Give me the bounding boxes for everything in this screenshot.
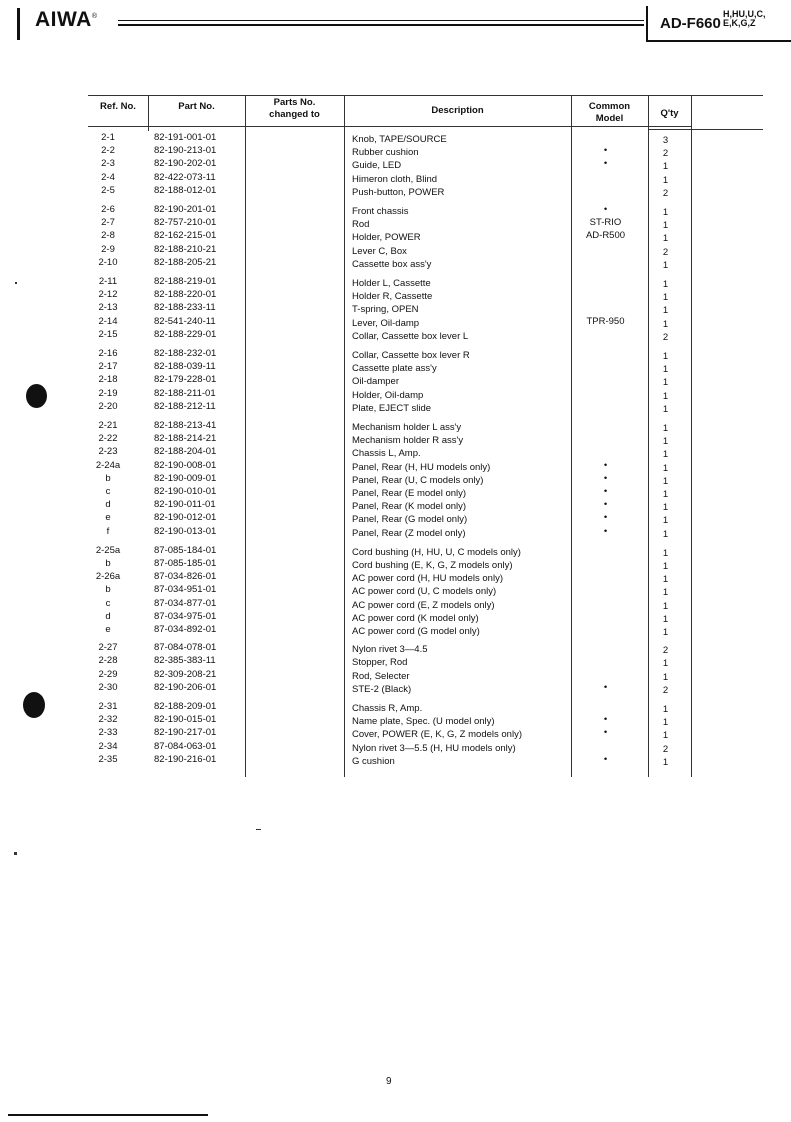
qty-cell: 1 bbox=[662, 561, 669, 572]
description-cell: Panel, Rear (U, C models only) bbox=[352, 474, 484, 486]
ref-no-cell: 2-22 bbox=[98, 433, 118, 445]
part-no-cell: 82-190-012-01 bbox=[154, 512, 217, 524]
model-number: AD-F660 bbox=[660, 15, 721, 32]
qty-cell: 1 bbox=[662, 351, 669, 362]
table-row bbox=[88, 713, 763, 729]
table-row bbox=[88, 243, 763, 256]
qty-cell: 1 bbox=[662, 318, 669, 330]
qty-cell: 1 bbox=[662, 627, 669, 638]
ref-no-cell: 2-6 bbox=[101, 204, 115, 215]
description-cell: Stopper, Rod bbox=[352, 657, 408, 669]
part-no-cell: 87-034-892-01 bbox=[154, 624, 217, 635]
table-row bbox=[88, 400, 763, 413]
qty-cell: 1 bbox=[662, 528, 669, 540]
common-model-cell: • bbox=[603, 753, 608, 765]
description-cell: Rod bbox=[352, 219, 370, 231]
qty-cell: 1 bbox=[662, 613, 669, 625]
qty-cell: 2 bbox=[662, 645, 669, 657]
ref-no-cell: c bbox=[105, 597, 111, 609]
table-row bbox=[88, 570, 763, 586]
description-cell: T-spring, OPEN bbox=[352, 304, 419, 316]
qty-cell: 1 bbox=[662, 475, 669, 487]
description-cell: Cord bushing (E, K, G, Z models only) bbox=[352, 560, 513, 571]
ref-no-cell: 2-5 bbox=[101, 184, 115, 196]
scan-speck bbox=[15, 282, 17, 284]
qty-cell: 1 bbox=[662, 279, 669, 290]
part-no-cell: 82-190-010-01 bbox=[154, 486, 217, 497]
ref-no-cell: 2-7 bbox=[101, 217, 115, 229]
description-cell: Mechanism holder R ass'y bbox=[352, 435, 464, 447]
ref-no-cell: 2-8 bbox=[101, 230, 115, 242]
qty-cell: 2 bbox=[662, 148, 669, 160]
description-cell: Himeron cloth, Blind bbox=[352, 173, 438, 185]
part-no-cell: 82-190-013-01 bbox=[154, 525, 217, 537]
table-row bbox=[88, 525, 763, 538]
table-row bbox=[88, 419, 763, 432]
header-parts-changed bbox=[245, 97, 344, 121]
qty-cell: 1 bbox=[662, 403, 669, 415]
part-no-cell: 82-541-240-11 bbox=[154, 315, 216, 327]
ref-no-cell: 2-32 bbox=[98, 714, 118, 726]
part-no-cell: 82-188-213-41 bbox=[154, 420, 217, 431]
common-model-cell: • bbox=[603, 158, 608, 170]
part-no-cell: 82-188-039-11 bbox=[154, 361, 216, 373]
table-row bbox=[88, 641, 763, 657]
part-no-cell: 82-188-220-01 bbox=[154, 289, 217, 301]
table-row bbox=[88, 668, 763, 681]
qty-cell: 1 bbox=[662, 292, 669, 304]
brand-logo bbox=[35, 8, 98, 32]
part-no-cell: 82-188-219-01 bbox=[154, 276, 217, 287]
part-no-cell: 82-190-011-01 bbox=[154, 499, 216, 511]
part-no-cell: 82-757-210-01 bbox=[154, 217, 217, 229]
description-cell: Lever, Oil-damp bbox=[352, 317, 420, 329]
ref-no-cell: 2-31 bbox=[98, 701, 118, 712]
brand-name: AIWA bbox=[35, 8, 92, 31]
common-model-cell: • bbox=[603, 512, 608, 524]
header-common-model bbox=[571, 101, 648, 125]
ref-no-cell: 2-19 bbox=[98, 387, 118, 399]
ref-no-cell: 2-2 bbox=[101, 145, 115, 157]
qty-cell: 1 bbox=[662, 704, 669, 715]
ref-no-cell: 2-25a bbox=[95, 544, 121, 556]
description-cell: Holder, POWER bbox=[352, 232, 421, 244]
table-row bbox=[88, 144, 763, 160]
table-row bbox=[88, 445, 763, 461]
table-row bbox=[88, 726, 763, 742]
part-no-cell: 82-188-012-01 bbox=[154, 184, 217, 196]
qty-cell: 1 bbox=[662, 756, 669, 768]
qty-cell: 1 bbox=[662, 587, 669, 599]
ref-no-cell: 2-28 bbox=[98, 655, 118, 667]
qty-cell: 1 bbox=[662, 220, 669, 232]
description-cell: Panel, Rear (E model only) bbox=[352, 488, 467, 499]
part-no-cell: 82-188-209-01 bbox=[154, 701, 217, 712]
part-no-cell: 82-190-217-01 bbox=[154, 727, 217, 739]
common-model-cell: • bbox=[603, 204, 608, 215]
qty-cell: 2 bbox=[662, 331, 669, 343]
table-row bbox=[88, 597, 763, 610]
common-model-cell: TPR-950 bbox=[586, 315, 625, 327]
part-no-cell: 82-188-205-21 bbox=[154, 256, 217, 268]
part-no-cell: 82-190-008-01 bbox=[154, 459, 217, 471]
model-variants-line-2: E,K,G,Z bbox=[723, 18, 756, 28]
description-cell: Collar, Cassette box lever L bbox=[352, 330, 469, 342]
part-no-cell: 82-188-214-21 bbox=[154, 433, 217, 445]
description-cell: Mechanism holder L ass'y bbox=[352, 422, 462, 433]
table-row bbox=[88, 459, 763, 472]
qty-cell: 1 bbox=[662, 671, 669, 683]
table-row bbox=[88, 432, 763, 448]
common-model-cell: • bbox=[603, 472, 608, 484]
part-no-cell: 82-190-015-01 bbox=[154, 714, 217, 726]
page-number: 9 bbox=[386, 1076, 392, 1087]
ref-no-cell: 2-9 bbox=[101, 243, 115, 255]
header-margin-bar bbox=[17, 8, 20, 40]
description-cell: Lever C, Box bbox=[352, 245, 407, 257]
part-no-cell: 82-385-383-11 bbox=[154, 655, 216, 667]
part-no-cell: 82-188-229-01 bbox=[154, 328, 217, 340]
model-variants-line-1: H,HU,U,C, bbox=[723, 9, 766, 19]
ref-no-cell: 2-13 bbox=[98, 302, 118, 314]
ref-no-cell: b bbox=[105, 472, 111, 484]
header-description: Description bbox=[431, 105, 484, 116]
description-cell: Cover, POWER (E, K, G, Z models only) bbox=[352, 729, 522, 741]
part-no-cell: 82-190-202-01 bbox=[154, 158, 217, 170]
qty-cell: 1 bbox=[662, 547, 669, 559]
common-model-cell: ST-RIO bbox=[589, 217, 622, 229]
qty-cell: 1 bbox=[662, 502, 669, 514]
header-bottom-rule bbox=[88, 126, 691, 127]
description-cell: AC power cord (K model only) bbox=[352, 612, 479, 624]
table-row bbox=[88, 328, 763, 341]
table-row bbox=[88, 275, 763, 288]
binder-hole bbox=[23, 692, 45, 718]
table-row bbox=[88, 347, 763, 360]
ref-no-cell: 2-18 bbox=[98, 374, 118, 386]
ref-no-cell: e bbox=[105, 624, 111, 635]
qty-cell: 1 bbox=[662, 574, 669, 586]
description-cell: AC power cord (H, HU models only) bbox=[352, 573, 503, 585]
model-box-edge bbox=[646, 40, 791, 42]
table-row bbox=[88, 360, 763, 376]
ref-no-cell: e bbox=[105, 512, 111, 524]
qty-cell: 1 bbox=[662, 449, 669, 461]
description-cell: Holder R, Cassette bbox=[352, 291, 433, 303]
part-no-cell: 87-034-951-01 bbox=[154, 584, 217, 596]
part-no-cell: 82-309-208-21 bbox=[154, 668, 217, 680]
table-row bbox=[88, 184, 763, 197]
ref-no-cell: 2-15 bbox=[98, 328, 118, 340]
description-cell: Plate, EJECT slide bbox=[352, 402, 432, 414]
header-parts-changed-line-2: changed to bbox=[269, 109, 320, 120]
description-cell: STE-2 (Black) bbox=[352, 683, 412, 695]
description-cell: AC power cord (U, C models only) bbox=[352, 586, 497, 598]
table-row bbox=[88, 229, 763, 245]
qty-cell: 1 bbox=[662, 390, 669, 402]
table-row bbox=[88, 203, 763, 216]
qty-cell: 2 bbox=[662, 684, 669, 696]
table-row bbox=[88, 583, 763, 599]
description-cell: Panel, Rear (Z model only) bbox=[352, 527, 466, 539]
table-row bbox=[88, 610, 763, 623]
parts-table bbox=[88, 95, 763, 777]
part-no-cell: 82-190-213-01 bbox=[154, 145, 217, 157]
qty-cell: 1 bbox=[662, 233, 669, 245]
brand-registered-mark: ® bbox=[91, 13, 98, 20]
header-common-model-line-1: Common bbox=[588, 101, 631, 112]
table-row bbox=[88, 753, 763, 766]
ref-no-cell: 2-26a bbox=[95, 571, 121, 583]
part-no-cell: 87-084-078-01 bbox=[154, 642, 217, 654]
header-parts-changed-line-1: Parts No. bbox=[273, 97, 316, 108]
model-variants bbox=[723, 10, 766, 28]
description-cell: Nylon rivet 3—4.5 bbox=[352, 644, 428, 656]
qty-cell: 1 bbox=[662, 305, 669, 317]
qty-cell: 3 bbox=[662, 135, 669, 146]
ref-no-cell: 2-29 bbox=[98, 668, 118, 680]
description-cell: Nylon rivet 3—5.5 (H, HU models only) bbox=[352, 742, 516, 754]
description-cell: AC power cord (E, Z models only) bbox=[352, 599, 495, 611]
description-cell: Oil-damper bbox=[352, 376, 399, 388]
ref-no-cell: b bbox=[105, 558, 111, 569]
description-cell: Rubber cushion bbox=[352, 147, 419, 159]
part-no-cell: 87-034-826-01 bbox=[154, 571, 217, 583]
table-row bbox=[88, 498, 763, 514]
table-row bbox=[88, 544, 763, 557]
header-ref-no: Ref. No. bbox=[100, 101, 136, 112]
ref-no-cell: 2-12 bbox=[98, 289, 118, 301]
header-rule bbox=[118, 20, 644, 21]
table-row bbox=[88, 485, 763, 498]
description-cell: Rod, Selecter bbox=[352, 670, 410, 682]
qty-cell: 1 bbox=[662, 717, 669, 729]
table-row bbox=[88, 557, 763, 570]
description-cell: Front chassis bbox=[352, 206, 409, 217]
table-row bbox=[88, 700, 763, 713]
part-no-cell: 82-422-073-11 bbox=[154, 171, 216, 183]
description-cell: G cushion bbox=[352, 755, 395, 767]
ref-no-cell: 2-35 bbox=[98, 753, 118, 765]
part-no-cell: 82-188-204-01 bbox=[154, 446, 217, 458]
part-no-cell: 82-188-232-01 bbox=[154, 348, 217, 359]
table-row bbox=[88, 623, 763, 636]
common-model-cell: • bbox=[603, 714, 608, 726]
qty-cell: 1 bbox=[662, 174, 669, 186]
table-row bbox=[88, 654, 763, 670]
qty-cell: 1 bbox=[662, 658, 669, 670]
description-cell: Panel, Rear (G model only) bbox=[352, 514, 468, 526]
description-cell: Panel, Rear (K model only) bbox=[352, 501, 467, 513]
ref-no-cell: d bbox=[105, 610, 111, 622]
ref-no-cell: 2-10 bbox=[98, 256, 118, 268]
binder-hole bbox=[26, 384, 47, 408]
header-part-no: Part No. bbox=[178, 101, 215, 112]
ref-no-cell: 2-17 bbox=[98, 361, 118, 373]
table-top-rule bbox=[88, 95, 763, 96]
description-cell: Push-button, POWER bbox=[352, 186, 445, 198]
part-no-cell: 82-188-210-21 bbox=[154, 243, 217, 255]
table-row bbox=[88, 131, 763, 144]
ref-no-cell: 2-27 bbox=[98, 642, 118, 654]
table-row bbox=[88, 681, 763, 694]
header-bottom-rule-right bbox=[648, 129, 763, 130]
scan-speck bbox=[256, 829, 261, 830]
description-cell: Cassette box ass'y bbox=[352, 258, 432, 270]
table-row bbox=[88, 288, 763, 304]
part-no-cell: 87-085-185-01 bbox=[154, 558, 217, 569]
table-row bbox=[88, 472, 763, 485]
header-common-model-line-2: Model bbox=[595, 113, 624, 124]
description-cell: Collar, Cassette box lever R bbox=[352, 350, 470, 361]
table-row bbox=[88, 387, 763, 400]
ref-no-cell: 2-4 bbox=[101, 171, 115, 183]
qty-cell: 1 bbox=[662, 600, 669, 612]
part-no-cell: 82-179-228-01 bbox=[154, 374, 217, 386]
common-model-cell: • bbox=[603, 486, 608, 497]
ref-no-cell: 2-33 bbox=[98, 727, 118, 739]
part-no-cell: 87-085-184-01 bbox=[154, 544, 217, 556]
common-model-cell: • bbox=[603, 145, 608, 157]
part-no-cell: 87-084-063-01 bbox=[154, 740, 217, 752]
qty-cell: 2 bbox=[662, 743, 669, 755]
part-no-cell: 82-191-001-01 bbox=[154, 132, 217, 143]
description-cell: Holder, Oil-damp bbox=[352, 389, 424, 401]
part-no-cell: 82-190-216-01 bbox=[154, 753, 217, 765]
common-model-cell: AD-R500 bbox=[585, 230, 626, 242]
ref-no-cell: 2-20 bbox=[98, 400, 118, 412]
description-cell: Holder L, Cassette bbox=[352, 278, 431, 289]
qty-cell: 1 bbox=[662, 730, 669, 742]
common-model-cell: • bbox=[603, 525, 608, 537]
part-no-cell: 82-188-233-11 bbox=[154, 302, 216, 314]
table-row bbox=[88, 157, 763, 173]
part-no-cell: 82-190-206-01 bbox=[154, 681, 217, 693]
description-cell: Cord bushing (H, HU, U, C models only) bbox=[352, 546, 521, 558]
footer-rule bbox=[8, 1114, 208, 1116]
qty-cell: 1 bbox=[662, 423, 669, 434]
ref-no-cell: 2-1 bbox=[101, 132, 115, 143]
qty-cell: 1 bbox=[662, 364, 669, 376]
part-no-cell: 87-034-975-01 bbox=[154, 610, 217, 622]
part-no-cell: 82-190-201-01 bbox=[154, 204, 217, 215]
ref-no-cell: 2-24a bbox=[95, 459, 121, 471]
table-row bbox=[88, 171, 763, 184]
qty-cell: 1 bbox=[662, 489, 669, 500]
qty-cell: 2 bbox=[662, 246, 669, 258]
ref-no-cell: 2-14 bbox=[98, 315, 118, 327]
description-cell: Panel, Rear (H, HU models only) bbox=[352, 461, 491, 473]
ref-no-cell: c bbox=[105, 486, 111, 497]
table-row bbox=[88, 216, 763, 232]
description-cell: Cassette plate ass'y bbox=[352, 363, 437, 375]
table-row bbox=[88, 511, 763, 527]
part-no-cell: 82-190-009-01 bbox=[154, 472, 217, 484]
qty-cell: 2 bbox=[662, 187, 669, 199]
ref-no-cell: f bbox=[106, 525, 110, 537]
ref-no-cell: b bbox=[105, 584, 111, 596]
ref-no-cell: 2-34 bbox=[98, 740, 118, 752]
qty-cell: 1 bbox=[662, 515, 669, 527]
common-model-cell: • bbox=[603, 681, 608, 693]
ref-no-cell: 2-23 bbox=[98, 446, 118, 458]
table-row bbox=[88, 301, 763, 317]
part-no-cell: 82-188-212-11 bbox=[154, 400, 216, 412]
table-row bbox=[88, 373, 763, 389]
scan-speck bbox=[14, 852, 17, 855]
ref-no-cell: 2-21 bbox=[98, 420, 118, 431]
header-rule bbox=[118, 24, 644, 26]
description-cell: Guide, LED bbox=[352, 160, 402, 172]
model-box-edge bbox=[646, 6, 648, 40]
qty-cell: 1 bbox=[662, 377, 669, 389]
common-model-cell: • bbox=[603, 727, 608, 739]
description-cell: Knob, TAPE/SOURCE bbox=[352, 134, 447, 145]
part-no-cell: 87-034-877-01 bbox=[154, 597, 217, 609]
description-cell: AC power cord (G model only) bbox=[352, 626, 480, 637]
description-cell: Chassis R, Amp. bbox=[352, 703, 423, 714]
ref-no-cell: 2-16 bbox=[98, 348, 118, 359]
common-model-cell: • bbox=[603, 459, 608, 471]
table-row bbox=[88, 740, 763, 753]
part-no-cell: 82-188-211-01 bbox=[154, 387, 216, 399]
header-qty: Q'ty bbox=[660, 108, 679, 119]
description-cell: Name plate, Spec. (U model only) bbox=[352, 716, 495, 728]
qty-cell: 1 bbox=[662, 436, 669, 448]
part-no-cell: 82-162-215-01 bbox=[154, 230, 217, 242]
qty-cell: 1 bbox=[662, 259, 669, 271]
qty-cell: 1 bbox=[662, 207, 669, 218]
table-row bbox=[88, 256, 763, 269]
qty-cell: 1 bbox=[662, 462, 669, 474]
qty-cell: 1 bbox=[662, 161, 669, 173]
ref-no-cell: d bbox=[105, 499, 111, 511]
ref-no-cell: 2-30 bbox=[98, 681, 118, 693]
ref-no-cell: 2-11 bbox=[98, 276, 118, 287]
ref-no-cell: 2-3 bbox=[101, 158, 115, 170]
common-model-cell: • bbox=[603, 499, 608, 511]
table-row bbox=[88, 315, 763, 328]
description-cell: Chassis L, Amp. bbox=[352, 448, 421, 460]
